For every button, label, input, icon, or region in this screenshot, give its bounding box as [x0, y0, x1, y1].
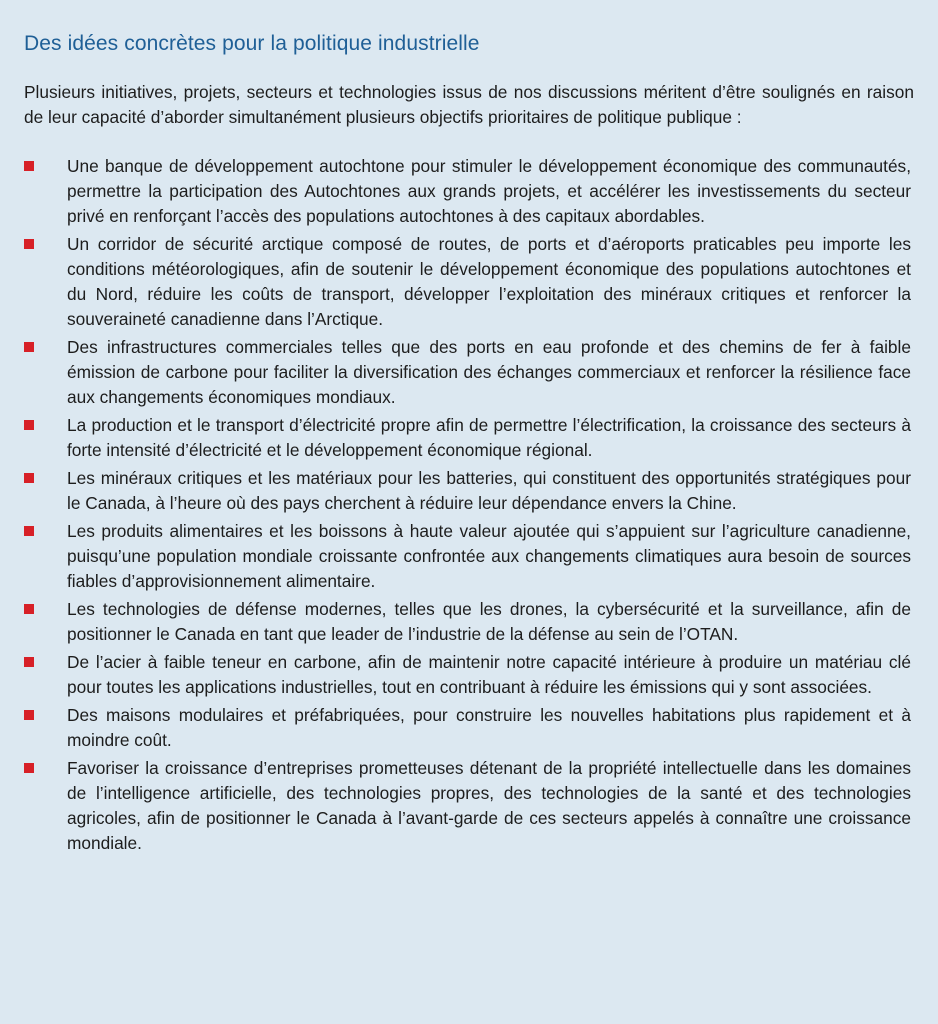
- red-square-bullet-icon: [24, 604, 34, 614]
- list-item: [24, 650, 914, 700]
- red-square-bullet-icon: [24, 239, 34, 249]
- red-square-bullet-icon: [24, 657, 34, 667]
- red-square-bullet-icon: [24, 473, 34, 483]
- list-item-text: Favoriser la croissance d’entreprises prometteuses détenant de la propriété intellectuelle dans les domaines de l’intelligence artificielle, des technologies propres, des technologies de la santé et des technologies agricoles, afin de positionner le Canada à l’avant-garde de ces secteurs appelés à connaître une croissance mondiale.: [67, 758, 911, 853]
- list-item: [24, 335, 914, 410]
- red-square-bullet-icon: [24, 161, 34, 171]
- red-square-bullet-icon: [24, 420, 34, 430]
- list-item-text: Des maisons modulaires et préfabriquées, pour construire les nouvelles habitations plus rapidement et à moindre coût.: [67, 705, 911, 750]
- bullet-list: [24, 154, 914, 856]
- list-item-text: La production et le transport d’électricité propre afin de permettre l’électrification, la croissance des secteurs à forte intensité d’électricité et le développement économique régional.: [67, 415, 911, 460]
- list-item-text: Des infrastructures commerciales telles que des ports en eau profonde et des chemins de fer à faible émission de carbone pour faciliter la diversification des échanges commerciaux et renforcer la résilience face aux changements économiques mondiaux.: [67, 337, 911, 407]
- red-square-bullet-icon: [24, 342, 34, 352]
- list-item-text: Les minéraux critiques et les matériaux pour les batteries, qui constituent des opportunités stratégiques pour le Canada, à l’heure où des pays cherchent à réduire leur dépendance envers la Chine.: [67, 468, 911, 513]
- red-square-bullet-icon: [24, 763, 34, 773]
- red-square-bullet-icon: [24, 710, 34, 720]
- list-item: [24, 232, 914, 332]
- list-item-text: Une banque de développement autochtone pour stimuler le développement économique des communautés, permettre la participation des Autochtones aux grands projets, et accélérer les investissements du secteur privé en renforçant l’accès des populations autochtones à des capitaux abordables.: [67, 156, 911, 226]
- page-title: Des idées concrètes pour la politique industrielle: [24, 32, 480, 55]
- list-item: [24, 703, 914, 753]
- list-item: [24, 413, 914, 463]
- list-item: [24, 756, 914, 856]
- intro-paragraph: Plusieurs initiatives, projets, secteurs et technologies issus de nos discussions méritent d’être soulignés en raison de leur capacité d’aborder simultanément plusieurs objectifs prioritaires de politique publique :: [24, 82, 914, 127]
- list-item: [24, 154, 914, 229]
- list-item: [24, 519, 914, 594]
- list-item-text: Les produits alimentaires et les boissons à haute valeur ajoutée qui s’appuient sur l’agriculture canadienne, puisqu’une population mondiale croissante confrontée aux changements climatiques aura besoin de sources fiables d’approvisionnement alimentaire.: [67, 521, 911, 591]
- list-item-text: De l’acier à faible teneur en carbone, afin de maintenir notre capacité intérieure à produire un matériau clé pour toutes les applications industrielles, tout en contribuant à réduire les émissions qui y sont associées.: [67, 652, 911, 697]
- list-item-text: Un corridor de sécurité arctique composé de routes, de ports et d’aéroports praticables peu importe les conditions météorologiques, afin de soutenir le développement économique des populations autochtones et du Nord, réduire les coûts de transport, développer l’exploitation des minéraux critiques et renforcer la souveraineté canadienne dans l’Arctique.: [67, 234, 911, 329]
- list-item: [24, 466, 914, 516]
- red-square-bullet-icon: [24, 526, 34, 536]
- list-item-text: Les technologies de défense modernes, telles que les drones, la cybersécurité et la surveillance, afin de positionner le Canada en tant que leader de l’industrie de la défense au sein de l’OTAN.: [67, 599, 911, 644]
- list-item: [24, 597, 914, 647]
